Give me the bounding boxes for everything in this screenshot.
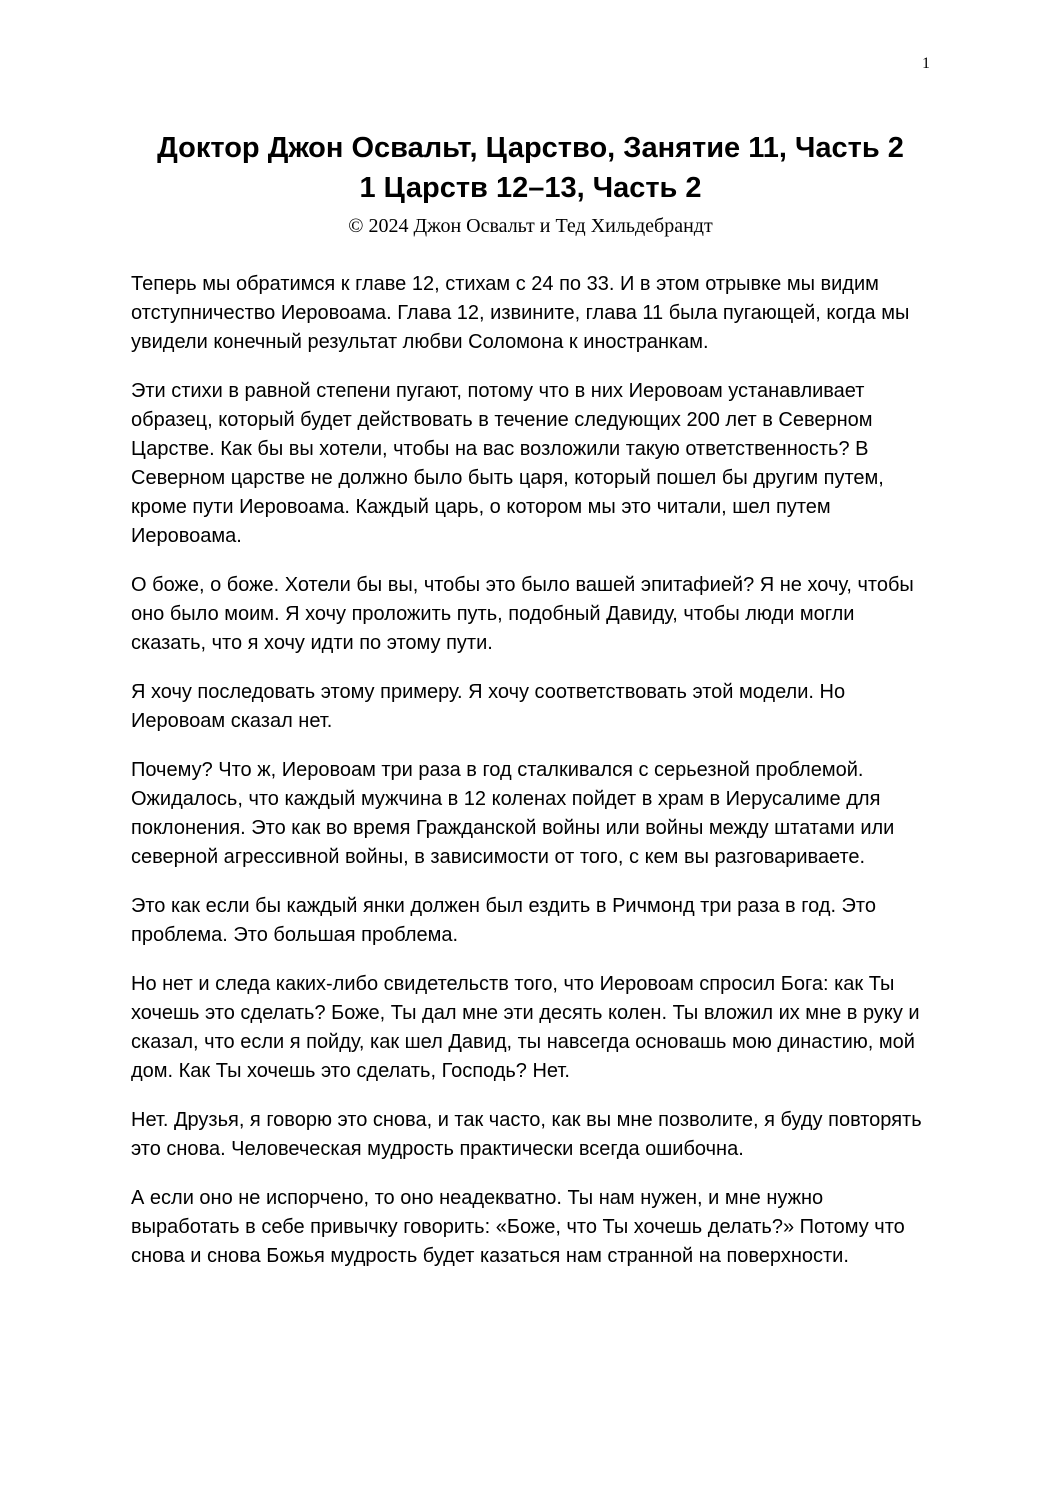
paragraph: Я хочу последовать этому примеру. Я хочу соответствовать этой модели. Но Иеровоам сказал нет. [131, 681, 846, 733]
paragraph: Почему? Что ж, Иеровоам три раза в год сталкивался с серьезной проблемой. Ожидалось, что каждый мужчина в 12 коленах пойдет в храм в Иерусалиме для поклонения. Это как во время Гражданской войны или войны между штатами или северной агрессивной войны, в зависимости от того, с кем вы разговариваете. [131, 759, 895, 869]
copyright-line: © 2024 Джон Освальт и Тед Хильдебрандт [348, 215, 713, 238]
paragraph: Но нет и следа каких-либо свидетельств того, что Иеровоам спросил Бога: как Ты хочешь это сделать? Боже, Ты дал мне эти десять колен. Ты вложил их мне в руку и сказал, что если я пойду, как шел Давид, ты навсегда основашь мою династию, мой дом. Как Ты хочешь это сделать, Господь? Нет. [131, 973, 920, 1083]
document-title-line1: Доктор Джон Освальт, Царство, Занятие 11, Часть 2 [157, 132, 904, 164]
paragraph: Это как если бы каждый янки должен был ездить в Ричмонд три раза в год. Это проблема. Это большая проблема. [131, 895, 876, 947]
paragraph: Теперь мы обратимся к главе 12, стихам с 24 по 33. И в этом отрывке мы видим отступничество Иеровоама. Глава 12, извините, глава 11 была пугающей, когда мы увидели конечный результат любви Соломона к иностранкам. [131, 273, 910, 354]
document-title-line2: 1 Царств 12–13, Часть 2 [359, 172, 702, 205]
paragraph: О боже, о боже. Хотели бы вы, чтобы это было вашей эпитафией? Я не хочу, чтобы оно было моим. Я хочу проложить путь, подобный Давиду, чтобы люди могли сказать, что я хочу идти по этому пути. [131, 574, 914, 655]
document-header [131, 128, 930, 240]
paragraph: Эти стихи в равной степени пугают, потому что в них Иеровоам устанавливает образец, который будет действовать в течение следующих 200 лет в Северном Царстве. Как бы вы хотели, чтобы на вас возложили такую ответственность? В Северном царстве не должно было быть царя, который пошел бы другим путем, кроме пути Иеровоама. Каждый царь, о котором мы это читали, шел путем Иеровоама. [131, 380, 884, 548]
page-number: 1 [922, 55, 930, 72]
paragraph: Нет. Друзья, я говорю это снова, и так часто, как вы мне позволите, я буду повторять это снова. Человеческая мудрость практически всегда ошибочна. [131, 1109, 922, 1161]
document-body [131, 270, 930, 1271]
paragraph: А если оно не испорчено, то оно неадекватно. Ты нам нужен, и мне нужно выработать в себе привычку говорить: «Боже, что Ты хочешь делать?» Потому что снова и снова Божья мудрость будет казаться нам странной на поверхности. [131, 1187, 905, 1268]
